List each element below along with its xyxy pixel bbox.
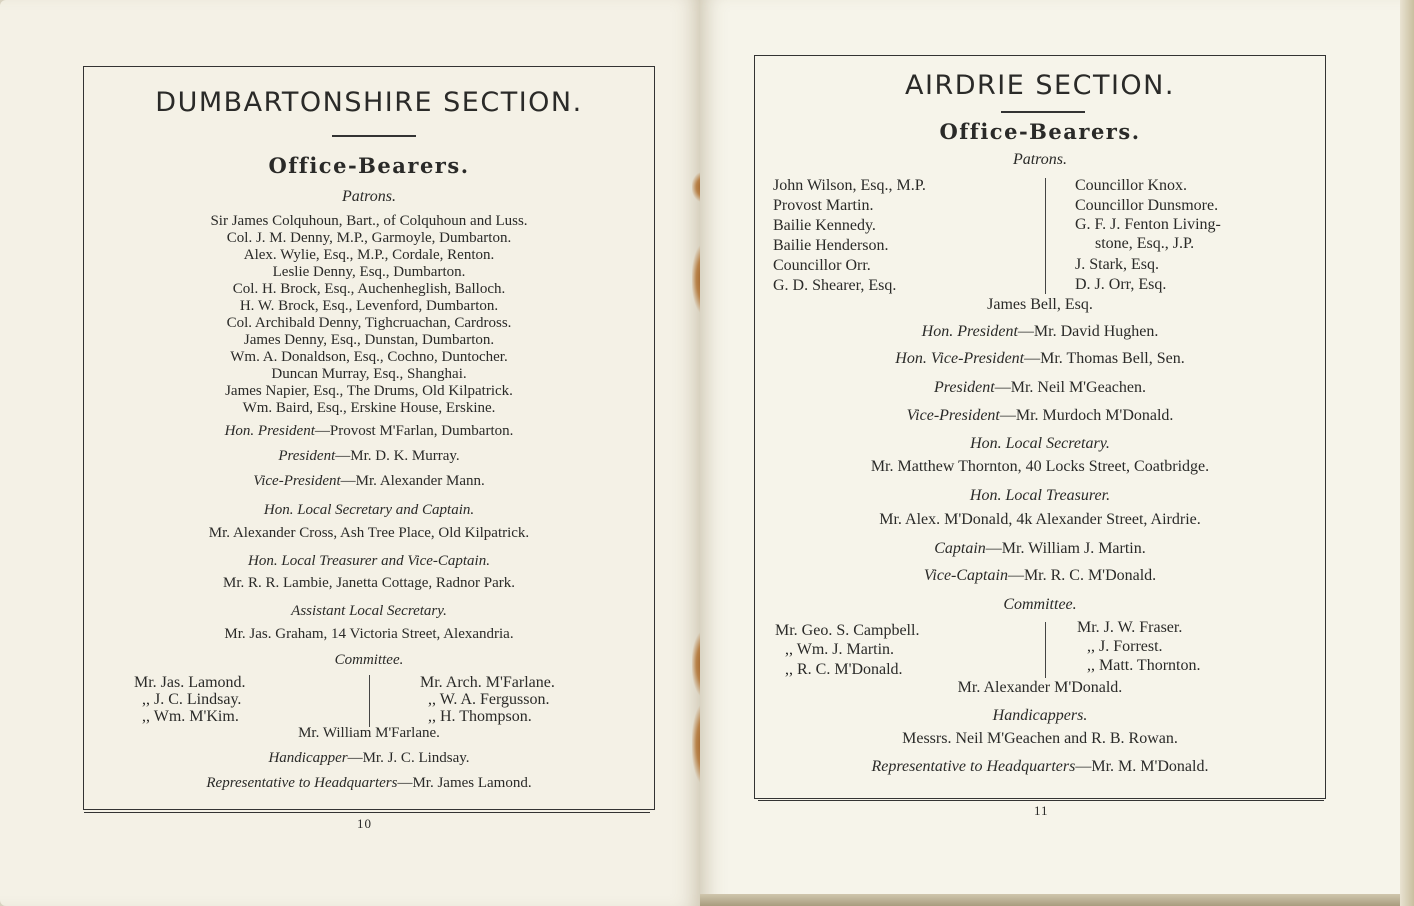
left-secretary: Mr. Alexander Cross, Ash Tree Place, Old Kilpatrick. [208, 525, 530, 541]
page-edge [1400, 0, 1414, 906]
label: Representative to Headquarters [871, 758, 1076, 775]
label: President [278, 448, 336, 464]
left-subtitle: Office-Bearers. [268, 153, 470, 178]
right-page-number: 11 [1034, 803, 1049, 818]
label: President [933, 379, 995, 396]
value: —Mr. Murdoch M'Donald. [999, 407, 1174, 424]
committee-member: ,, R. C. M'Donald. [785, 661, 903, 678]
patron-line: Councillor Orr. [773, 257, 871, 274]
label: Vice-President [253, 473, 341, 489]
right-secretary: Mr. Matthew Thornton, 40 Locks Street, Coatbridge. [870, 458, 1210, 475]
right-vice-president [755, 407, 1325, 425]
left-title-rule [332, 135, 416, 137]
right-committee-label: Committee. [1003, 596, 1077, 613]
left-handicapper [84, 750, 654, 767]
right-hon-vice-president [755, 350, 1325, 368]
right-vice-captain [755, 567, 1325, 585]
value: —Mr. James Lamond. [397, 775, 532, 791]
right-treasurer-label: Hon. Local Treasurer. [969, 487, 1111, 504]
patron-line: Councillor Dunsmore. [1075, 197, 1219, 214]
patron-line: J. Stark, Esq. [1075, 256, 1159, 273]
committee-member: Mr. Geo. S. Campbell. [775, 622, 920, 639]
label: Vice-President [906, 407, 1000, 424]
value: —Mr. Thomas Bell, Sen. [1024, 350, 1185, 367]
committee-member: ,, Wm. J. Martin. [785, 641, 895, 658]
right-handicappers-label: Handicappers. [992, 707, 1088, 724]
left-page-border [83, 66, 655, 810]
value: —Mr. M. M'Donald. [1075, 758, 1209, 775]
left-president [84, 448, 654, 465]
value: —Mr. Neil M'Geachen. [994, 379, 1147, 396]
label: Hon. Vice-President [895, 350, 1025, 367]
patron-line: Provost Martin. [773, 197, 874, 214]
label: Hon. President [921, 323, 1018, 340]
committee-member: ,, J. C. Lindsay. [142, 691, 242, 708]
patron-line: Col. J. M. Denny, M.P., Garmoyle, Dumbarton. [226, 230, 512, 246]
patron-line: John Wilson, Esq., M.P. [773, 177, 926, 194]
patron-line: Duncan Murray, Esq., Shanghai. [271, 366, 467, 382]
left-page-number: 10 [357, 816, 372, 831]
committee-member: Mr. William M'Farlane. [298, 725, 440, 741]
patron-line: Bailie Kennedy. [773, 217, 876, 234]
patron-line: stone, Esq., J.P. [1095, 235, 1195, 252]
committee-member: Mr. Alexander M'Donald. [957, 679, 1123, 696]
value: —Mr. D. K. Murray. [335, 448, 460, 464]
right-section-title: AIRDRIE SECTION. [905, 70, 1175, 101]
patron-line: H. W. Brock, Esq., Levenford, Dumbarton. [239, 298, 499, 314]
patron-line: Wm. Baird, Esq., Erskine House, Erskine. [242, 400, 496, 416]
value: —Mr. R. C. M'Donald. [1007, 567, 1157, 584]
patron-line: James Bell, Esq. [987, 296, 1093, 313]
right-title-rule [1001, 111, 1085, 113]
value: —Mr. J. C. Lindsay. [347, 750, 470, 766]
left-representative [84, 775, 654, 792]
left-assistant-label: Assistant Local Secretary. [291, 603, 447, 619]
patron-line: Wm. A. Donaldson, Esq., Cochno, Duntocher. [230, 349, 508, 365]
left-vice-president [84, 473, 654, 490]
committee-divider [369, 675, 370, 727]
label: Captain [934, 540, 986, 557]
patron-line: James Napier, Esq., The Drums, Old Kilpatrick. [225, 383, 513, 399]
right-handicappers: Messrs. Neil M'Geachen and R. B. Rowan. [902, 730, 1178, 747]
right-president [755, 379, 1325, 397]
left-patrons-label: Patrons. [341, 188, 397, 205]
committee-member: Mr. J. W. Fraser. [1077, 619, 1183, 636]
page-edge [700, 894, 1414, 906]
label: Handicapper [268, 750, 348, 766]
right-captain [755, 540, 1325, 558]
right-representative [755, 758, 1325, 776]
patron-line: James Denny, Esq., Dunstan, Dumbarton. [243, 332, 495, 348]
left-hon-president [84, 423, 654, 440]
patron-line: Councillor Knox. [1075, 177, 1187, 194]
patron-line: Col. H. Brock, Esq., Auchenheglish, Balloch. [232, 281, 506, 297]
right-secretary-label: Hon. Local Secretary. [970, 435, 1110, 452]
right-treasurer: Mr. Alex. M'Donald, 4k Alexander Street, Airdrie. [879, 511, 1201, 528]
patron-line: D. J. Orr, Esq. [1075, 276, 1167, 293]
right-hon-president [755, 323, 1325, 341]
patron-line: Sir James Colquhoun, Bart., of Colquhoun and Luss. [210, 213, 528, 229]
committee-member: ,, H. Thompson. [428, 708, 532, 725]
right-page-border [754, 55, 1326, 799]
value: —Mr. William J. Martin. [985, 540, 1146, 557]
committee-member: Mr. Jas. Lamond. [134, 674, 246, 691]
committee-member: ,, Matt. Thornton. [1087, 657, 1201, 674]
right-subtitle: Office-Bearers. [939, 119, 1141, 144]
left-page [0, 0, 700, 906]
left-treasurer-label: Hon. Local Treasurer and Vice-Captain. [248, 553, 490, 569]
committee-divider [1045, 622, 1046, 678]
value: —Provost M'Farlan, Dumbarton. [314, 423, 514, 439]
left-frame-shadow [84, 812, 650, 813]
label: Representative to Headquarters [206, 775, 398, 791]
committee-member: ,, W. A. Fergusson. [428, 691, 550, 708]
left-treasurer: Mr. R. R. Lambie, Janetta Cottage, Radnor Park. [222, 575, 516, 591]
right-frame-shadow [758, 800, 1324, 801]
left-committee-label: Committee. [334, 652, 404, 668]
patron-line: Alex. Wylie, Esq., M.P., Cordale, Renton. [243, 247, 495, 263]
patron-line: Leslie Denny, Esq., Dumbarton. [272, 264, 466, 280]
patron-line: Col. Archibald Denny, Tighcruachan, Cardross. [226, 315, 512, 331]
patron-line: G. D. Shearer, Esq. [773, 277, 897, 294]
patron-line: Bailie Henderson. [773, 237, 889, 254]
committee-member: ,, Wm. M'Kim. [142, 708, 239, 725]
left-section-title: DUMBARTONSHIRE SECTION. [155, 87, 583, 118]
value: —Mr. Alexander Mann. [340, 473, 485, 489]
label: Hon. President [224, 423, 315, 439]
left-secretary-label: Hon. Local Secretary and Captain. [263, 502, 475, 518]
patrons-divider [1045, 178, 1046, 294]
label: Vice-Captain [923, 567, 1008, 584]
committee-member: ,, J. Forrest. [1087, 638, 1163, 655]
left-assistant: Mr. Jas. Graham, 14 Victoria Street, Alexandria. [224, 626, 514, 642]
patron-line: G. F. J. Fenton Living- [1075, 216, 1221, 233]
committee-member: Mr. Arch. M'Farlane. [420, 674, 555, 691]
right-patrons-label: Patrons. [1012, 151, 1068, 168]
value: —Mr. David Hughen. [1017, 323, 1159, 340]
